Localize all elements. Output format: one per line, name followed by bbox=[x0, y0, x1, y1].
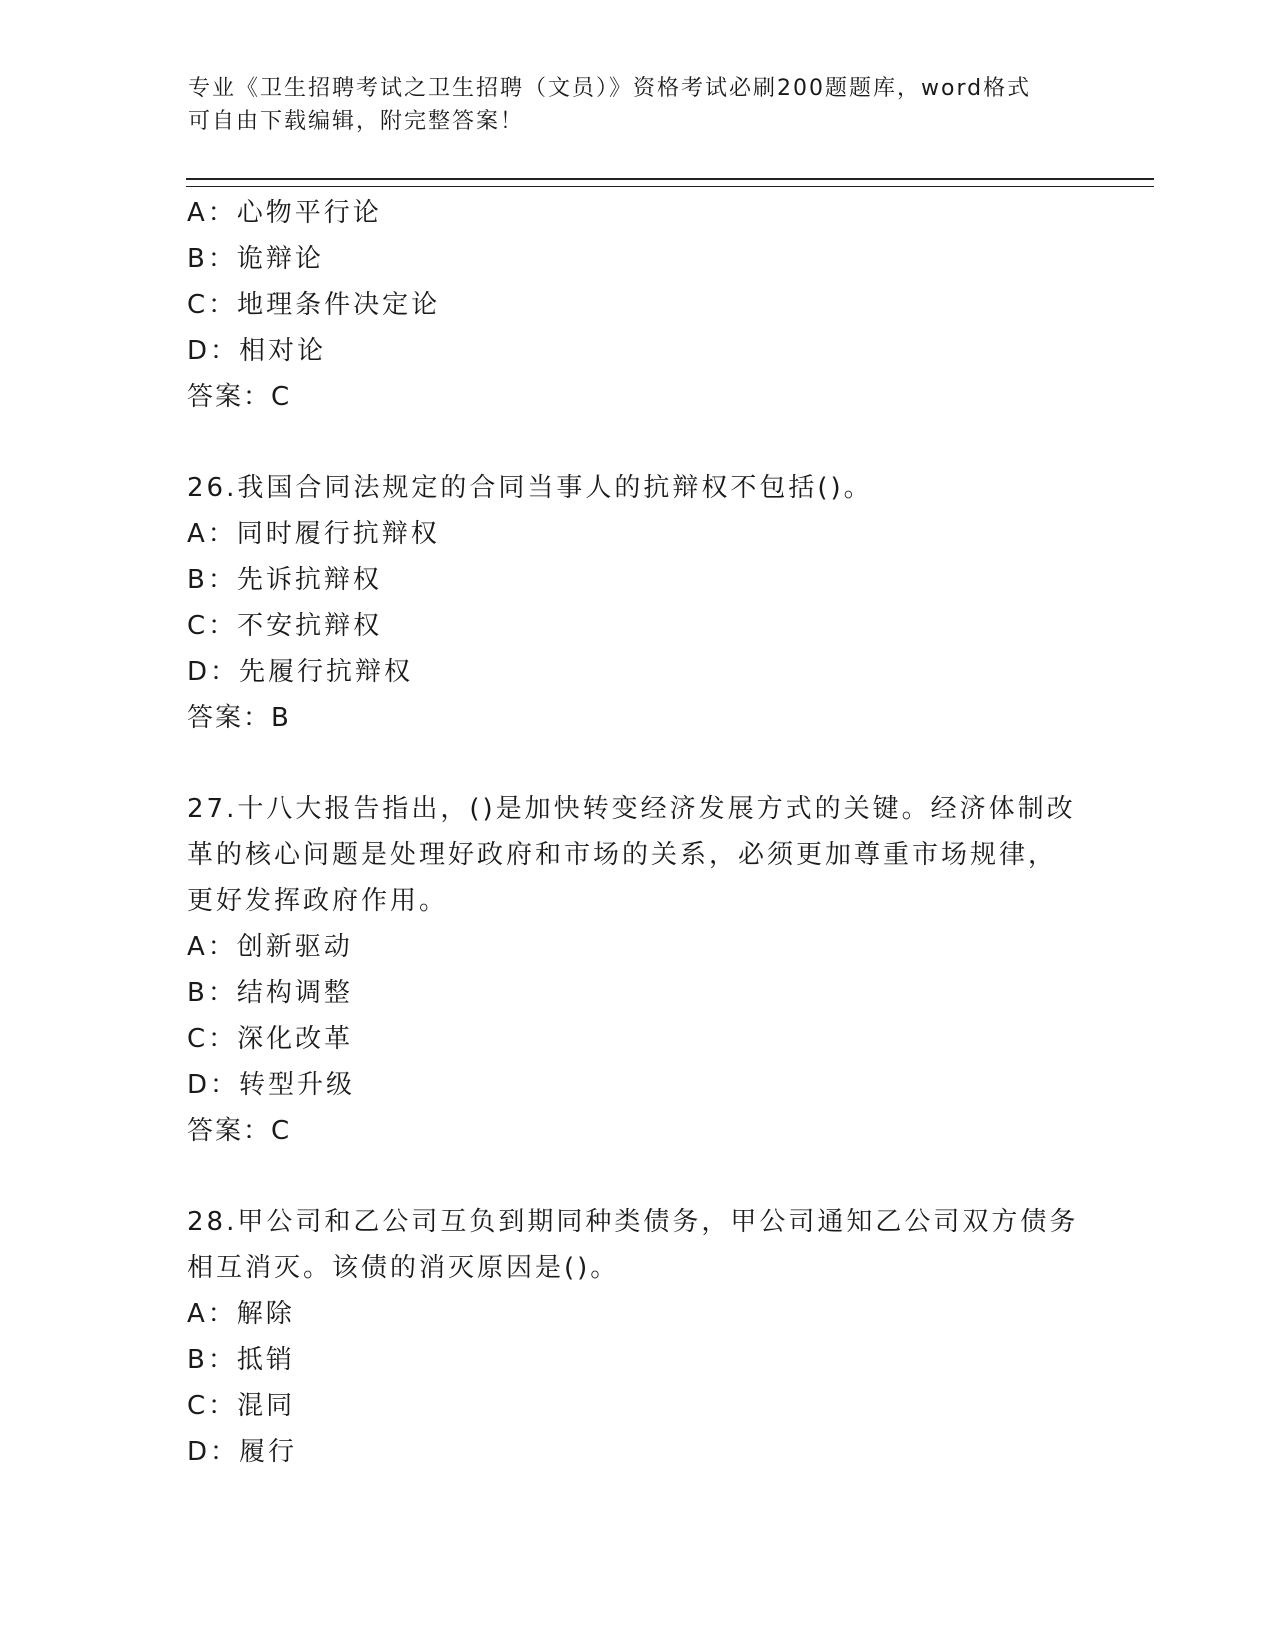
option-c: C：深化改革 bbox=[187, 1024, 354, 1054]
question-stem-line-1: 27.十八大报告指出，()是加快转变经济发展方式的关键。经济体制改 bbox=[187, 794, 1076, 824]
option-c: C：地理条件决定论 bbox=[187, 290, 441, 320]
header-divider bbox=[186, 178, 1154, 187]
question-27 bbox=[187, 786, 1087, 1154]
answer: 答案：B bbox=[187, 703, 291, 733]
option-b: B：结构调整 bbox=[187, 978, 353, 1008]
option-d: D：先履行抗辩权 bbox=[187, 657, 414, 687]
option-a: A：同时履行抗辩权 bbox=[187, 519, 440, 549]
question-25 bbox=[187, 190, 1087, 420]
question-stem: 26.我国合同法规定的合同当事人的抗辩权不包括()。 bbox=[187, 473, 873, 503]
option-a: A：创新驱动 bbox=[187, 932, 353, 962]
option-d: D：转型升级 bbox=[187, 1070, 356, 1100]
header-line-2: 可自由下载编辑，附完整答案！ bbox=[188, 109, 525, 134]
header-line-1: 专业《卫生招聘考试之卫生招聘（文员）》资格考试必刷200题题库，word格式 bbox=[188, 76, 1032, 101]
option-b: B：先诉抗辩权 bbox=[187, 565, 382, 595]
option-c: C：不安抗辩权 bbox=[187, 611, 383, 641]
question-stem-line-3: 更好发挥政府作用。 bbox=[187, 886, 449, 916]
answer: 答案：C bbox=[187, 382, 292, 412]
question-list bbox=[187, 190, 1087, 1475]
option-d: D：履行 bbox=[187, 1437, 298, 1467]
option-b: B：诡辩论 bbox=[187, 244, 324, 274]
option-b: B：抵销 bbox=[187, 1345, 295, 1375]
document-header bbox=[188, 72, 1088, 138]
question-28 bbox=[187, 1199, 1087, 1475]
question-stem-line-2: 革的核心问题是处理好政府和市场的关系，必须更加尊重市场规律， bbox=[187, 840, 1058, 870]
answer: 答案：C bbox=[187, 1116, 292, 1146]
option-a: A：心物平行论 bbox=[187, 198, 382, 228]
question-stem-line-2: 相互消灭。该债的消灭原因是()。 bbox=[187, 1253, 620, 1283]
option-a: A：解除 bbox=[187, 1299, 295, 1329]
option-d: D：相对论 bbox=[187, 336, 327, 366]
question-stem-line-1: 28.甲公司和乙公司互负到期同种类债务，甲公司通知乙公司双方债务 bbox=[187, 1207, 1079, 1237]
question-26 bbox=[187, 465, 1087, 741]
option-c: C：混同 bbox=[187, 1391, 296, 1421]
